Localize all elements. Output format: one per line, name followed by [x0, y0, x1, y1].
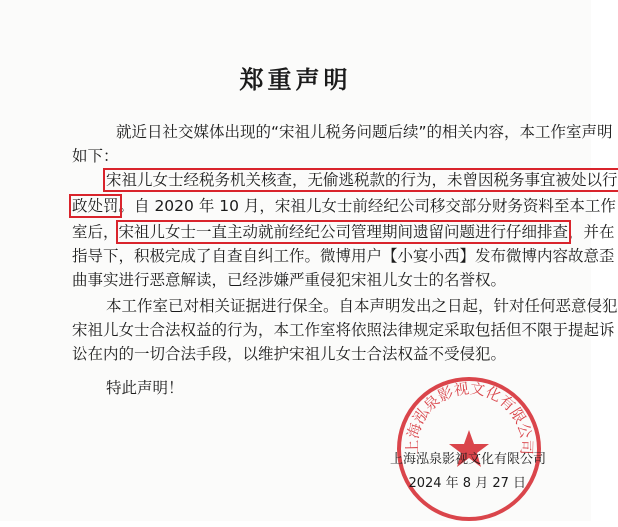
paragraph-2-line-3-start: 室后，	[72, 223, 119, 241]
closing-text: 特此声明！	[106, 379, 184, 397]
highlight-box-investigation: 宋祖儿女士一直主动就前经纪公司管理期间遗留问题进行仔细排查	[118, 223, 569, 241]
document-title: 郑重声明	[239, 66, 352, 94]
paragraph-3-line-3: 讼在内的一切合法手段，以维护宋祖儿女士合法权益不受侵犯。	[72, 345, 507, 363]
highlight-box-no-tax-evasion: 宋祖儿女士经税务机关核查，无偷逃税款的行为，未曾因税务事宜被处以行	[106, 171, 618, 189]
paragraph-1-line-1: 就近日社交媒体出现的“宋祖儿税务问题后续”的相关内容，本工作室声明	[116, 123, 613, 141]
seal-text: 上海泓泉影视文化有限公司	[403, 379, 536, 455]
highlight-box-no-penalty: 政处罚	[72, 197, 119, 215]
paragraph-2-line-3	[72, 222, 615, 242]
paragraph-2-line-2	[72, 196, 616, 216]
paragraph-2-line-4: 指导下，积极完成了自查自纠工作。微博用户【小宴小西】发布微博内容故意歪	[72, 247, 615, 265]
paragraph-2-line-5: 曲事实进行恶意解读，已经涉嫌严重侵犯宋祖儿女士的名誉权。	[72, 271, 507, 289]
paragraph-2-line-2-text: 。自 2020 年 10 月，宋祖儿女士前经纪公司移交部分财务资料至本工作	[118, 197, 616, 215]
company-name: 上海泓泉影视文化有限公司	[389, 452, 546, 467]
paragraph-3-line-1: 本工作室已对相关证据进行保全。自本声明发出之日起，针对任何恶意侵犯	[106, 297, 618, 315]
paragraph-2-line-1	[106, 170, 618, 190]
paragraph-2-line-3-end: ，并在	[568, 223, 615, 241]
paragraph-3-line-2: 宋祖儿女士合法权益的行为，本工作室将依照法律规定采取包括但不限于提起诉	[72, 321, 615, 339]
document-date: 2024 年 8 月 27 日	[408, 476, 526, 491]
paragraph-1-line-2: 如下：	[72, 147, 119, 165]
